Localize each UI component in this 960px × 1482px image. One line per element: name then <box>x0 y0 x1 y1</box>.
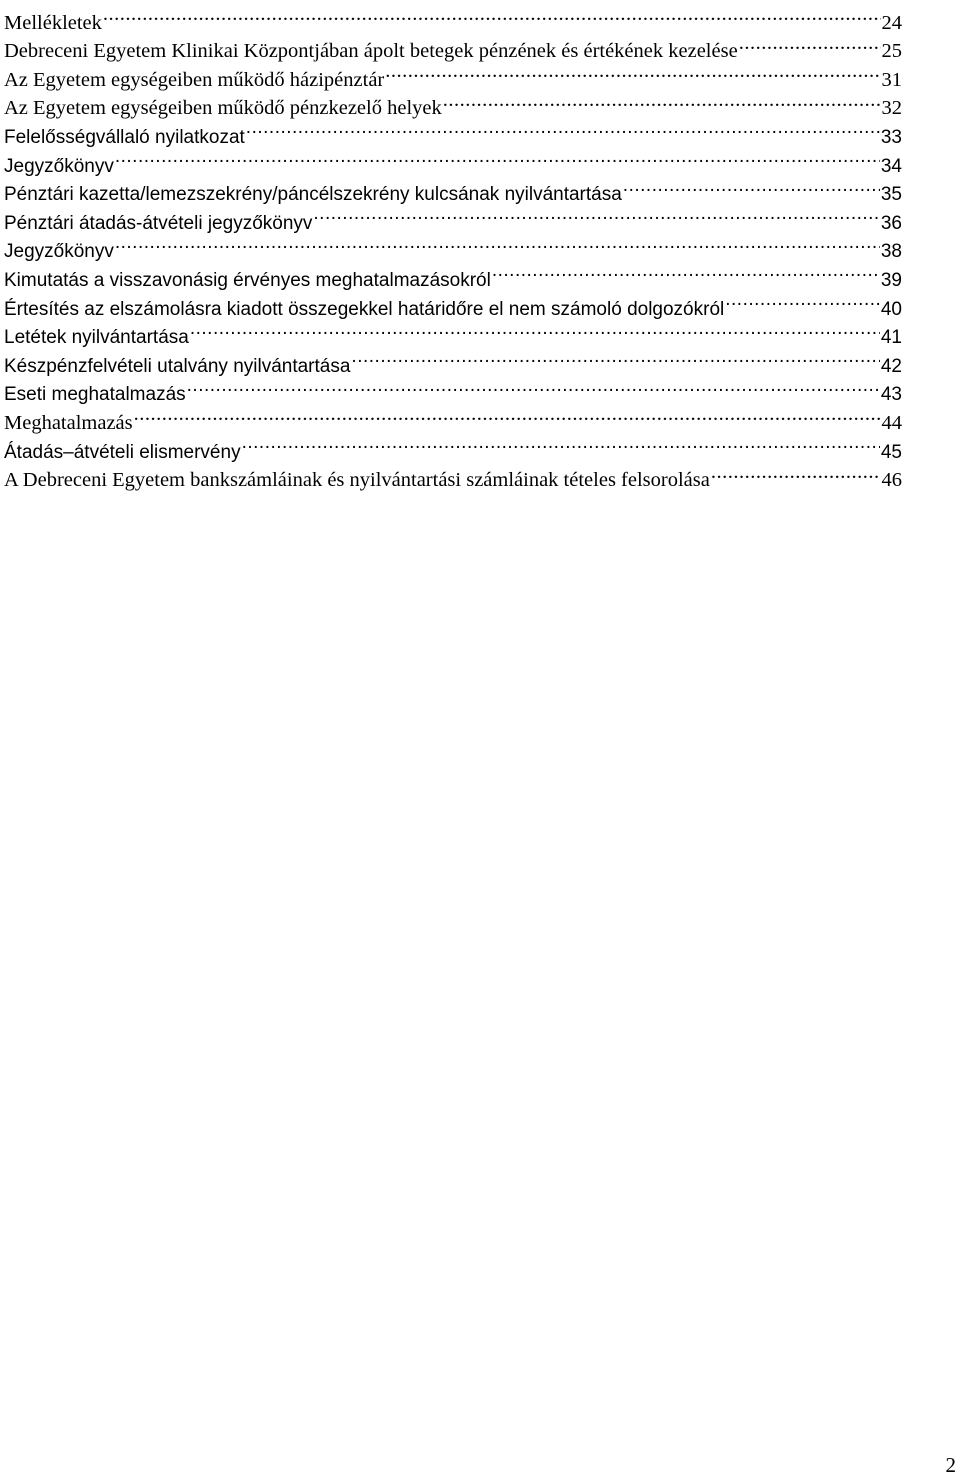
toc-dot-leader <box>115 229 880 258</box>
toc-dot-leader <box>725 286 880 315</box>
toc-entry-page-number: 39 <box>880 269 902 291</box>
toc-entry-page-number: 24 <box>881 11 902 34</box>
toc-entry-page-number: 32 <box>881 97 902 120</box>
toc-entry-title: Pénztári átadás-átvételi jegyzőkönyv <box>4 212 313 234</box>
toc-entry-title: Eseti meghatalmazás <box>4 384 186 406</box>
toc-entry-page-number: 40 <box>880 298 902 320</box>
toc-entry-page-number: 33 <box>880 126 902 148</box>
toc-dot-leader <box>115 143 880 172</box>
toc-entry-title: Mellékletek <box>4 11 102 34</box>
toc-entry-title: Meghatalmazás <box>4 411 133 434</box>
toc-entry[interactable] <box>4 257 902 291</box>
toc-dot-leader <box>443 86 881 115</box>
toc-entry-title: Kimutatás a visszavonásig érvényes meghatalmazásokról <box>4 269 491 291</box>
toc-entry-page-number: 41 <box>880 327 902 349</box>
toc-entry-title: A Debreceni Egyetem bankszámláinak és nyilvántartási számláinak tételes felsorolása <box>4 469 710 492</box>
toc-dot-leader <box>492 257 880 286</box>
toc-entry[interactable] <box>4 229 902 263</box>
toc-entry-title: Értesítés az elszámolásra kiadott összegekkel határidőre el nem számoló dolgozókról <box>4 298 725 320</box>
toc-entry-title: Jegyzőkönyv <box>4 155 114 177</box>
toc-dot-leader <box>711 458 881 487</box>
toc-entry-page-number: 43 <box>880 384 902 406</box>
toc-entry-page-number: 44 <box>881 411 902 434</box>
toc-dot-leader <box>103 0 881 29</box>
toc-entry-title: Az Egyetem egységeiben működő pénzkezelő helyek <box>4 97 442 120</box>
toc-entry-page-number: 35 <box>880 184 902 206</box>
toc-entry-title: Felelősségvállaló nyilatkozat <box>4 126 245 148</box>
toc-entry-title: Pénztári kazetta/lemezszekrény/páncélszekrény kulcsának nyilvántartása <box>4 184 622 206</box>
toc-dot-leader <box>187 372 880 401</box>
toc-entry-title: Készpénzfelvételi utalvány nyilvántartása <box>4 355 351 377</box>
toc-entry[interactable] <box>4 172 902 206</box>
toc-entry-page-number: 25 <box>881 40 902 63</box>
page-number: 2 <box>945 1453 956 1477</box>
toc-entry-title: Az Egyetem egységeiben működő házipénztár <box>4 68 385 91</box>
toc-dot-leader <box>351 343 879 372</box>
toc-entry[interactable] <box>4 429 902 463</box>
toc-entry[interactable] <box>4 143 902 177</box>
toc-entry-page-number: 38 <box>880 241 902 263</box>
toc-entry-title: Átadás–átvételi elismervény <box>4 441 241 463</box>
toc-dot-leader <box>739 29 881 58</box>
toc-entry-title: Jegyzőkönyv <box>4 241 114 263</box>
toc-entry-page-number: 31 <box>881 68 902 91</box>
toc-entry-page-number: 42 <box>880 355 902 377</box>
toc-entry[interactable] <box>4 0 902 34</box>
toc-entry[interactable] <box>4 400 902 434</box>
toc-entry-title: Letétek nyilvántartása <box>4 327 189 349</box>
toc-dot-leader <box>623 172 880 201</box>
toc-dot-leader <box>313 200 879 229</box>
toc-entry-page-number: 34 <box>880 155 902 177</box>
table-of-contents <box>4 0 902 492</box>
toc-dot-leader <box>134 400 881 429</box>
toc-dot-leader <box>246 114 880 143</box>
toc-entry-page-number: 36 <box>880 212 902 234</box>
toc-entry-page-number: 45 <box>880 441 902 463</box>
toc-dot-leader <box>190 315 880 344</box>
toc-entry[interactable] <box>4 29 902 63</box>
toc-dot-leader <box>385 57 880 86</box>
toc-dot-leader <box>242 429 880 458</box>
toc-entry-page-number: 46 <box>881 469 902 492</box>
toc-entry-title: Debreceni Egyetem Klinikai Központjában ápolt betegek pénzének és értékének kezelése <box>4 40 738 63</box>
